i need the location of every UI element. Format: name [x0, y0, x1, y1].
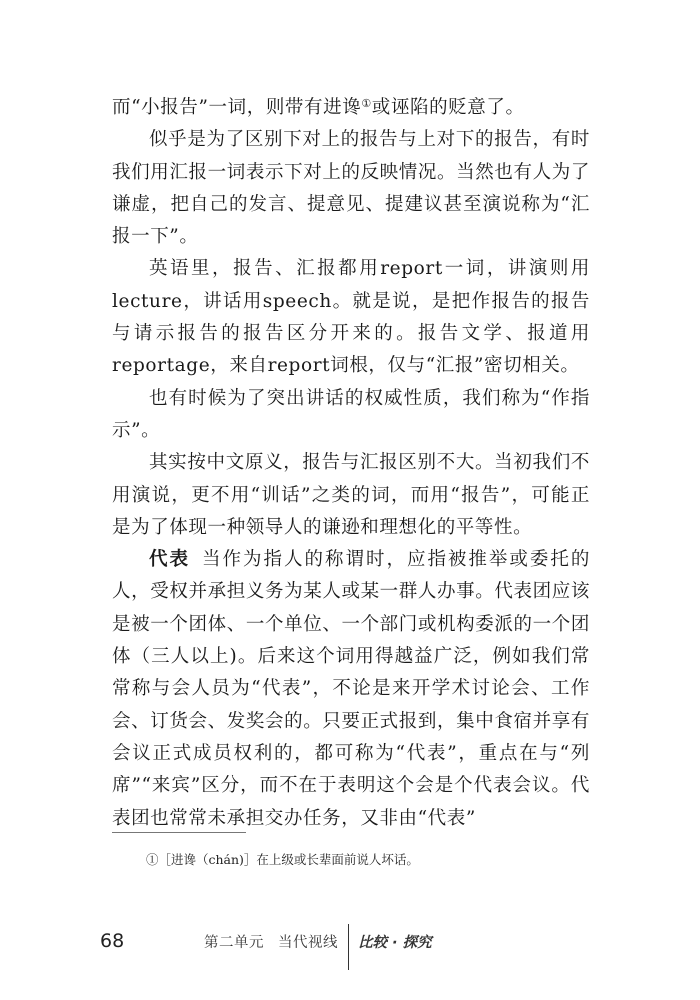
footnote: ①［进谗（chán)］在上级或长辈面前说人坏话。 — [146, 852, 419, 867]
footnote-divider — [112, 832, 246, 833]
unit-label — [204, 931, 338, 952]
paragraph-4: 也有时候为了突出讲话的权威性质，我们称为“作指示”。 — [112, 387, 590, 441]
paragraph-3: 英语里，报告、汇报都用report一词，讲演则用lecture，讲话用speech。就是说，是把作报告的报告与请示报告的报告区分开来的。报告文学、报道用reportage，来自report词根，仅与“汇报”密切相关。 — [112, 258, 590, 377]
paragraph-2: 似乎是为了区别下对上的报告与上对下的报告，有时我们用汇报一词表示下对上的反映情况。当然也有人为了谦虚，把自己的发言、提意见、提建议甚至演说称为“汇报一下”。 — [112, 129, 590, 248]
paragraph-1-end: 或诬陷的贬意了。 — [371, 97, 525, 118]
unit-title: 当代视线 — [278, 935, 338, 951]
paragraph-1 — [112, 88, 590, 124]
entry-term: 代表 — [149, 549, 190, 571]
entry-paragraph — [112, 544, 590, 835]
body-text — [112, 88, 590, 835]
footer-divider — [348, 924, 349, 970]
unit-name: 第二单元 — [204, 935, 264, 951]
footnote-reference: ① — [361, 97, 372, 110]
paragraph-5: 其实按中文原义，报告与汇报区别不大。当初我们不用演说，更不用“训话”之类的词，而用“报告”，可能正是为了体现一种领导人的谦逊和理想化的平等性。 — [112, 452, 590, 538]
paragraph-1-text: 而“小报告”一词，则带有进谗 — [112, 97, 362, 118]
page-number: 68 — [100, 930, 125, 952]
entry-text: 当作为指人的称谓时，应指被推举或委托的人，受权并承担义务为某人或某一群人办事。代表团应该是被一个团体、一个单位、一个部门或机构委派的一个团体（三人以上)。后来这个词用得越益广泛，例如我们常常称与会人员为“代表”，不论是来开学术讨论会、工作会、订货会、发奖会的。只要正式报到，集中食宿并享有会议正式成员权利的，都可称为“代表”，重点在与“列席”“来宾”区分，而不在于表明这个会是个代表会议。代表团也常常未承担交办任务，又非由“代表” — [112, 549, 591, 829]
section-label: 比较 · 探究 — [358, 935, 432, 951]
page-footer — [0, 920, 700, 980]
